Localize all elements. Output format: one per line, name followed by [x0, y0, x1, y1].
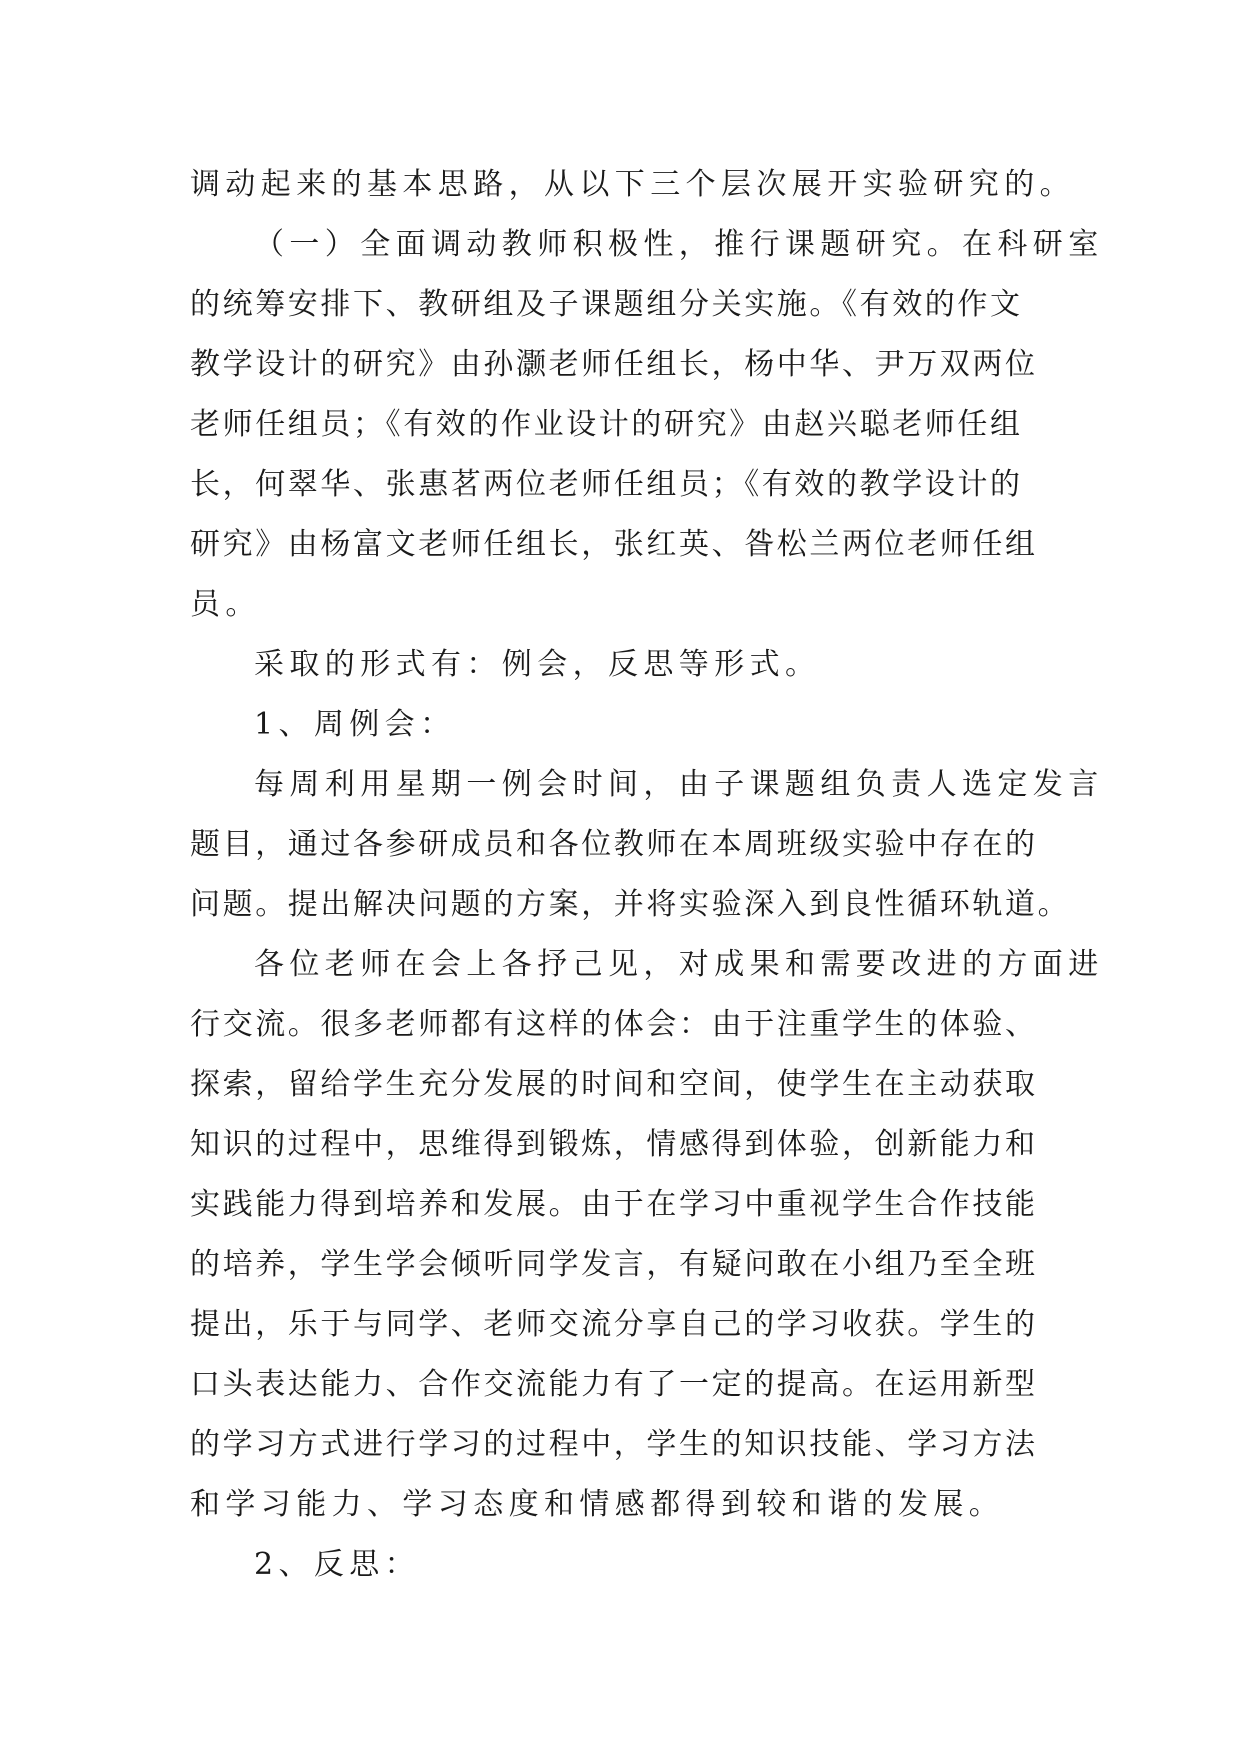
body-text-line: 问题。提出解决问题的方案，并将实验深入到良性循环轨道。 [190, 887, 1071, 922]
paragraph-line: 各位老师在会上各抒己见，对成果和需要改进的方面进 [254, 947, 1104, 982]
paragraph-line: 采取的形式有：例会，反思等形式。 [254, 647, 821, 682]
body-text-line: 教学设计的研究》由孙灏老师任组长，杨中华、尹万双两位 [190, 347, 1038, 382]
body-text-line: 员。 [190, 587, 261, 622]
body-text-line: 老师任组员；《有效的作业设计的研究》由赵兴聪老师任组 [190, 407, 1023, 442]
body-text-line: 长，何翠华、张惠茗两位老师任组员；《有效的教学设计的 [190, 467, 1023, 502]
list-heading-line: 1、周例会： [254, 707, 456, 742]
body-text-line: 和学习能力、学习态度和情感都得到较和谐的发展。 [190, 1487, 1005, 1522]
body-text-line: 知识的过程中，思维得到锻炼，情感得到体验，创新能力和 [190, 1127, 1038, 1162]
paragraph-line: 每周利用星期一例会时间，由子课题组负责人选定发言 [254, 767, 1104, 802]
body-text-line: 探索，留给学生充分发展的时间和空间，使学生在主动获取 [190, 1067, 1038, 1102]
body-text-line: 实践能力得到培养和发展。由于在学习中重视学生合作技能 [190, 1187, 1038, 1222]
body-text-line: 行交流。很多老师都有这样的体会：由于注重学生的体验、 [190, 1007, 1038, 1042]
body-text-line: 提出，乐于与同学、老师交流分享自己的学习收获。学生的 [190, 1307, 1038, 1342]
list-heading-line: 2、反思： [254, 1547, 421, 1582]
body-text-line: 的学习方式进行学习的过程中，学生的知识技能、学习方法 [190, 1427, 1038, 1462]
body-text-line: 口头表达能力、合作交流能力有了一定的提高。在运用新型 [190, 1367, 1038, 1402]
body-text-line: 题目，通过各参研成员和各位教师在本周班级实验中存在的 [190, 827, 1038, 862]
body-text-line: 调动起来的基本思路，从以下三个层次展开实验研究的。 [190, 167, 1075, 202]
body-text-line: 研究》由杨富文老师任组长，张红英、昝松兰两位老师任组 [190, 527, 1038, 562]
body-text-line: 的培养，学生学会倾听同学发言，有疑问敢在小组乃至全班 [190, 1247, 1038, 1282]
document-body [190, 155, 1104, 1595]
body-text-line: 的统筹安排下、教研组及子课题组分关实施。《有效的作文 [190, 287, 1023, 322]
section-heading-line: （一）全面调动教师积极性，推行课题研究。在科研室 [254, 227, 1104, 262]
